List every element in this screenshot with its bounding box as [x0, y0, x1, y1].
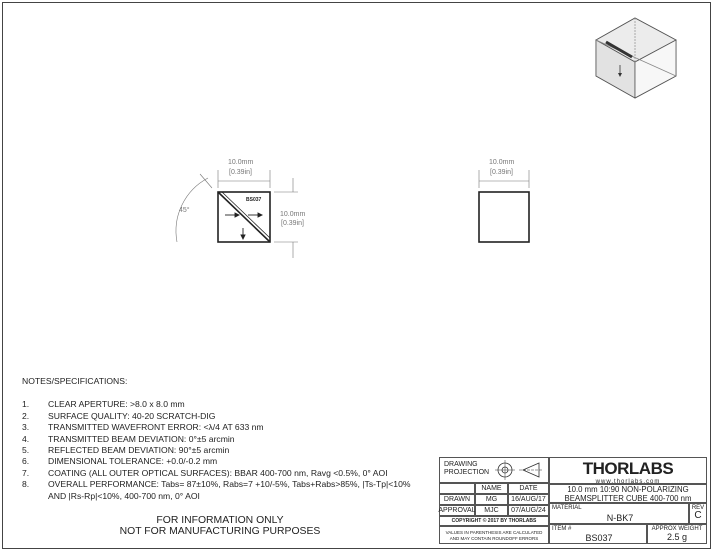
material-value: N-BK7 [606, 513, 634, 523]
notes-specifications [22, 376, 411, 502]
disclaimer: VALUES IN PARENTHESIS ARE CALCULATED AND MAY CONTAIN ROUNDOFF ERRORS [439, 526, 549, 544]
weight-value: 2.5 g [666, 532, 688, 542]
note-item: 3. TRANSMITTED WAVEFRONT ERROR: <λ/4 AT 633 nm [22, 422, 264, 433]
notes-title: NOTES/SPECIFICATIONS: [22, 376, 128, 386]
material-block: MATERIAL N-BK7 [549, 503, 689, 524]
front-height-dim: 10.0mm [280, 211, 306, 218]
front-view [176, 159, 305, 258]
front-width-dim-in: [0.39in] [229, 169, 252, 176]
isometric-view [596, 18, 676, 98]
date-header: DATE [508, 483, 549, 494]
side-width-dim-in: [0.39in] [490, 169, 513, 176]
approval-date: 07/AUG/24 [508, 505, 549, 516]
projection-label: DRAWING PROJECTION [439, 457, 483, 483]
title-block [439, 457, 707, 544]
info-line-1: FOR INFORMATION ONLY [156, 515, 284, 526]
note-item: 8. OVERALL PERFORMANCE: Tabs= 87±10%, Rabs=7 +10/-5%, Tabs+Rabs>85%, |Ts-Tp|<10% [22, 479, 411, 490]
drawn-name: MG [475, 494, 508, 505]
weight-block: APPROX WEIGHT 2.5 g [647, 524, 707, 544]
note-item: 4. TRANSMITTED BEAM DEVIATION: 0°±5 arcmin [22, 433, 235, 444]
cube-side-outline [479, 192, 529, 242]
note-item: 6. DIMENSIONAL TOLERANCE: +0.0/-0.2 mm [22, 456, 218, 467]
side-width-dim: 10.0mm [489, 159, 515, 166]
note-item: AND |Rs-Rp|<10%, 400-700 nm, 0° AOI [48, 490, 200, 501]
front-height-dim-in: [0.39in] [281, 220, 304, 227]
rev-value: C [694, 510, 702, 521]
note-item: 1. CLEAR APERTURE: >8.0 x 8.0 mm [22, 399, 185, 410]
angle-dim: 45° [179, 207, 190, 214]
front-width-dim: 10.0mm [228, 159, 254, 166]
copyright: COPYRIGHT © 2017 BY THORLABS [439, 516, 549, 526]
notes-list [22, 399, 411, 502]
beamsplitter-diagonal [218, 192, 270, 242]
side-view [479, 159, 529, 242]
website: www.thorlabs.com [595, 479, 661, 485]
approval-label: APPROVAL [438, 507, 476, 514]
information-only-note [100, 515, 340, 537]
drawn-label: DRAWN [439, 494, 475, 505]
info-line-2: NOT FOR MANUFACTURING PURPOSES [119, 526, 321, 537]
reflect-arrow-icon [241, 228, 245, 239]
item-block: ITEM # BS037 [549, 524, 647, 544]
note-item: 7. COATING (ALL OUTER OPTICAL SURFACES): BBAR 400-700 nm, Ravg <0.5%, 0° AOI [22, 467, 388, 478]
part-description: 10.0 mm 10:90 NON-POLARIZING BEAMSPLITTER CUBE 400-700 nm [549, 484, 707, 503]
logo-block [549, 457, 707, 484]
rev-block: REV C [689, 503, 707, 524]
note-item: 2. SURFACE QUALITY: 40-20 SCRATCH-DIG [22, 410, 216, 421]
item-value: BS037 [585, 533, 613, 543]
cube-label: BS037 [246, 197, 262, 203]
drawn-date: 16/AUG/17 [508, 494, 549, 505]
projection-symbol-icon [483, 457, 549, 483]
note-item: 5. REFLECTED BEAM DEVIATION: 90°±5 arcmin [22, 445, 230, 456]
approval-name: MJC [475, 505, 508, 516]
thorlabs-logo: THORLABS [582, 459, 674, 478]
name-header: NAME [475, 483, 508, 494]
